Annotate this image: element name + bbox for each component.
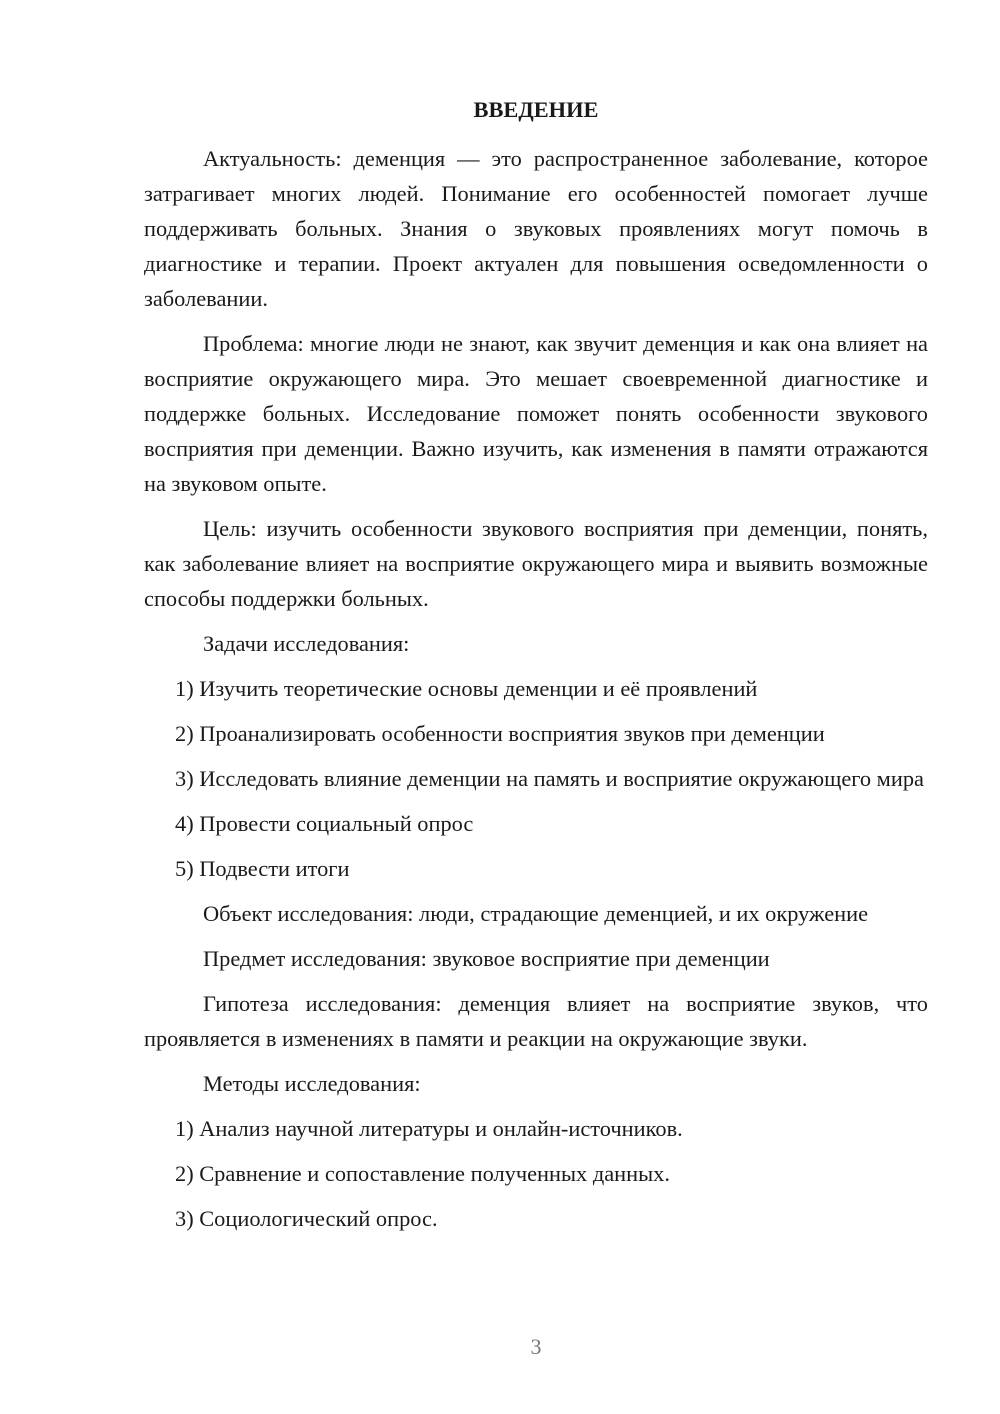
task-item: 4) Провести социальный опрос bbox=[175, 811, 474, 836]
hypothesis-paragraph: Гипотеза исследования: деменция влияет на восприятие звуков, что проявляется в изменениях в памяти и реакции на окружающие звуки. bbox=[144, 991, 928, 1051]
page-title: ВВЕДЕНИЕ bbox=[473, 97, 599, 122]
method-item: 1) Анализ научной литературы и онлайн-источников. bbox=[175, 1116, 683, 1141]
problem-paragraph: Проблема: многие люди не знают, как звучит деменция и как она влияет на восприятие окружающего мира. Это мешает своевременной диагностике и поддержке больных. Исследование поможет понять особенности звукового восприятия при деменции. Важно изучить, как изменения в памяти отражаются на звуковом опыте. bbox=[144, 331, 928, 496]
task-item: 3) Исследовать влияние деменции на память и восприятие окружающего мира bbox=[175, 766, 924, 791]
method-item: 2) Сравнение и сопоставление полученных данных. bbox=[175, 1161, 670, 1186]
task-item: 2) Проанализировать особенности восприятия звуков при деменции bbox=[175, 721, 825, 746]
task-item: 5) Подвести итоги bbox=[175, 856, 350, 881]
document-page bbox=[144, 95, 928, 1246]
tasks-heading: Задачи исследования: bbox=[203, 631, 410, 656]
methods-heading: Методы исследования: bbox=[203, 1071, 421, 1096]
object-paragraph: Объект исследования: люди, страдающие деменцией, и их окружение bbox=[203, 901, 869, 926]
goal-paragraph: Цель: изучить особенности звукового восприятия при деменции, понять, как заболевание влияет на восприятие окружающего мира и выявить возможные способы поддержки больных. bbox=[144, 516, 928, 611]
subject-paragraph: Предмет исследования: звуковое восприятие при деменции bbox=[203, 946, 770, 971]
page-number: 3 bbox=[530, 1334, 542, 1359]
task-item: 1) Изучить теоретические основы деменции и её проявлений bbox=[175, 676, 758, 701]
relevance-paragraph: Актуальность: деменция — это распространенное заболевание, которое затрагивает многих людей. Понимание его особенностей помогает лучше поддерживать больных. Знания о звуковых проявлениях могут помочь в диагностике и терапии. Проект актуален для повышения осведомленности о заболевании. bbox=[144, 146, 928, 311]
method-item: 3) Социологический опрос. bbox=[175, 1206, 438, 1231]
